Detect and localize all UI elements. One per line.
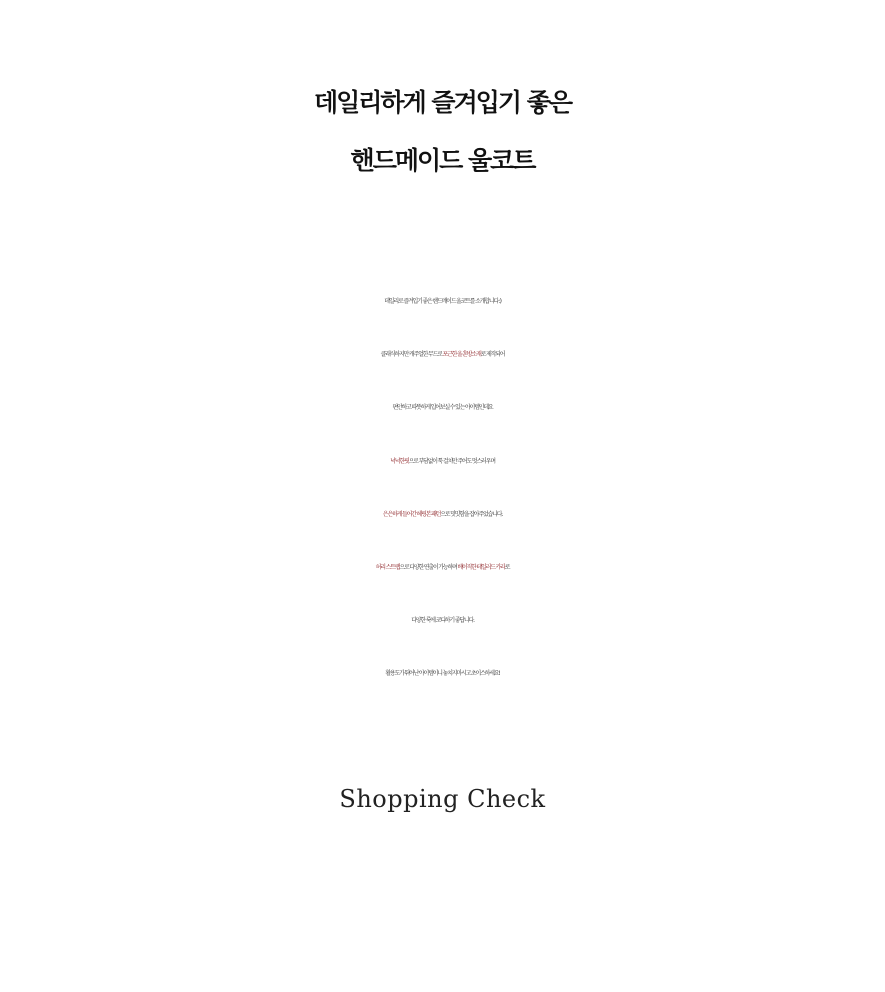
notice-line-2 <box>0 860 885 894</box>
description-line-1: 데일리로 즐겨입기 좋은 핸드메이드 울코트를 소개합니다 :) <box>384 298 501 305</box>
notice-line-1 <box>0 826 885 860</box>
description-line-6 <box>0 541 885 594</box>
highlight-text: 넉넉한핏 <box>390 457 409 465</box>
description-text: 으로 부담없이 툭 걸치만 주어도 멋스러우며 <box>408 457 495 465</box>
highlight-text: 베이직한 테일러드 카라 <box>457 564 505 572</box>
notice-line-3 <box>0 894 885 928</box>
description-line-5 <box>0 488 885 541</box>
shopping-check-heading: Shopping Check <box>339 785 546 813</box>
description-text: 로 <box>504 564 510 572</box>
description-text: 으로 다양한 연출이 가능하며 <box>399 564 458 572</box>
product-title <box>0 74 885 190</box>
description-line-7: 다양한 룩에 코디하기 좋답니다. <box>411 617 474 625</box>
title-line-1: 데일리하게 즐겨입기 좋은 <box>313 88 572 117</box>
description-line-3: 편안하고 따뜻하게 입어보실 수 있는 아이템인데요 <box>392 404 493 412</box>
highlight-text: 포근한 울 혼방소재 <box>442 351 481 359</box>
description-line-4 <box>0 435 885 488</box>
title-line-2: 핸드메이드 울코트 <box>350 146 535 175</box>
description-line-8: 활용도가 뛰어난 아이템이니 놓치지마시고 초이스하세요! <box>385 670 500 678</box>
highlight-text: 은은하게 들어간 헤링본 패턴 <box>382 510 441 518</box>
shopping-check-notice <box>0 826 885 928</box>
description-text: 클래식하지만 캐주얼한 무드로 <box>380 351 443 359</box>
description-line-2 <box>0 328 885 381</box>
description-text: 으로 밋밋함을 잡아주었습니다. <box>440 510 503 518</box>
description-text: 로 제작되어 <box>480 351 505 359</box>
highlight-text: 허리 스트랩 <box>375 564 400 572</box>
product-description <box>0 275 885 701</box>
